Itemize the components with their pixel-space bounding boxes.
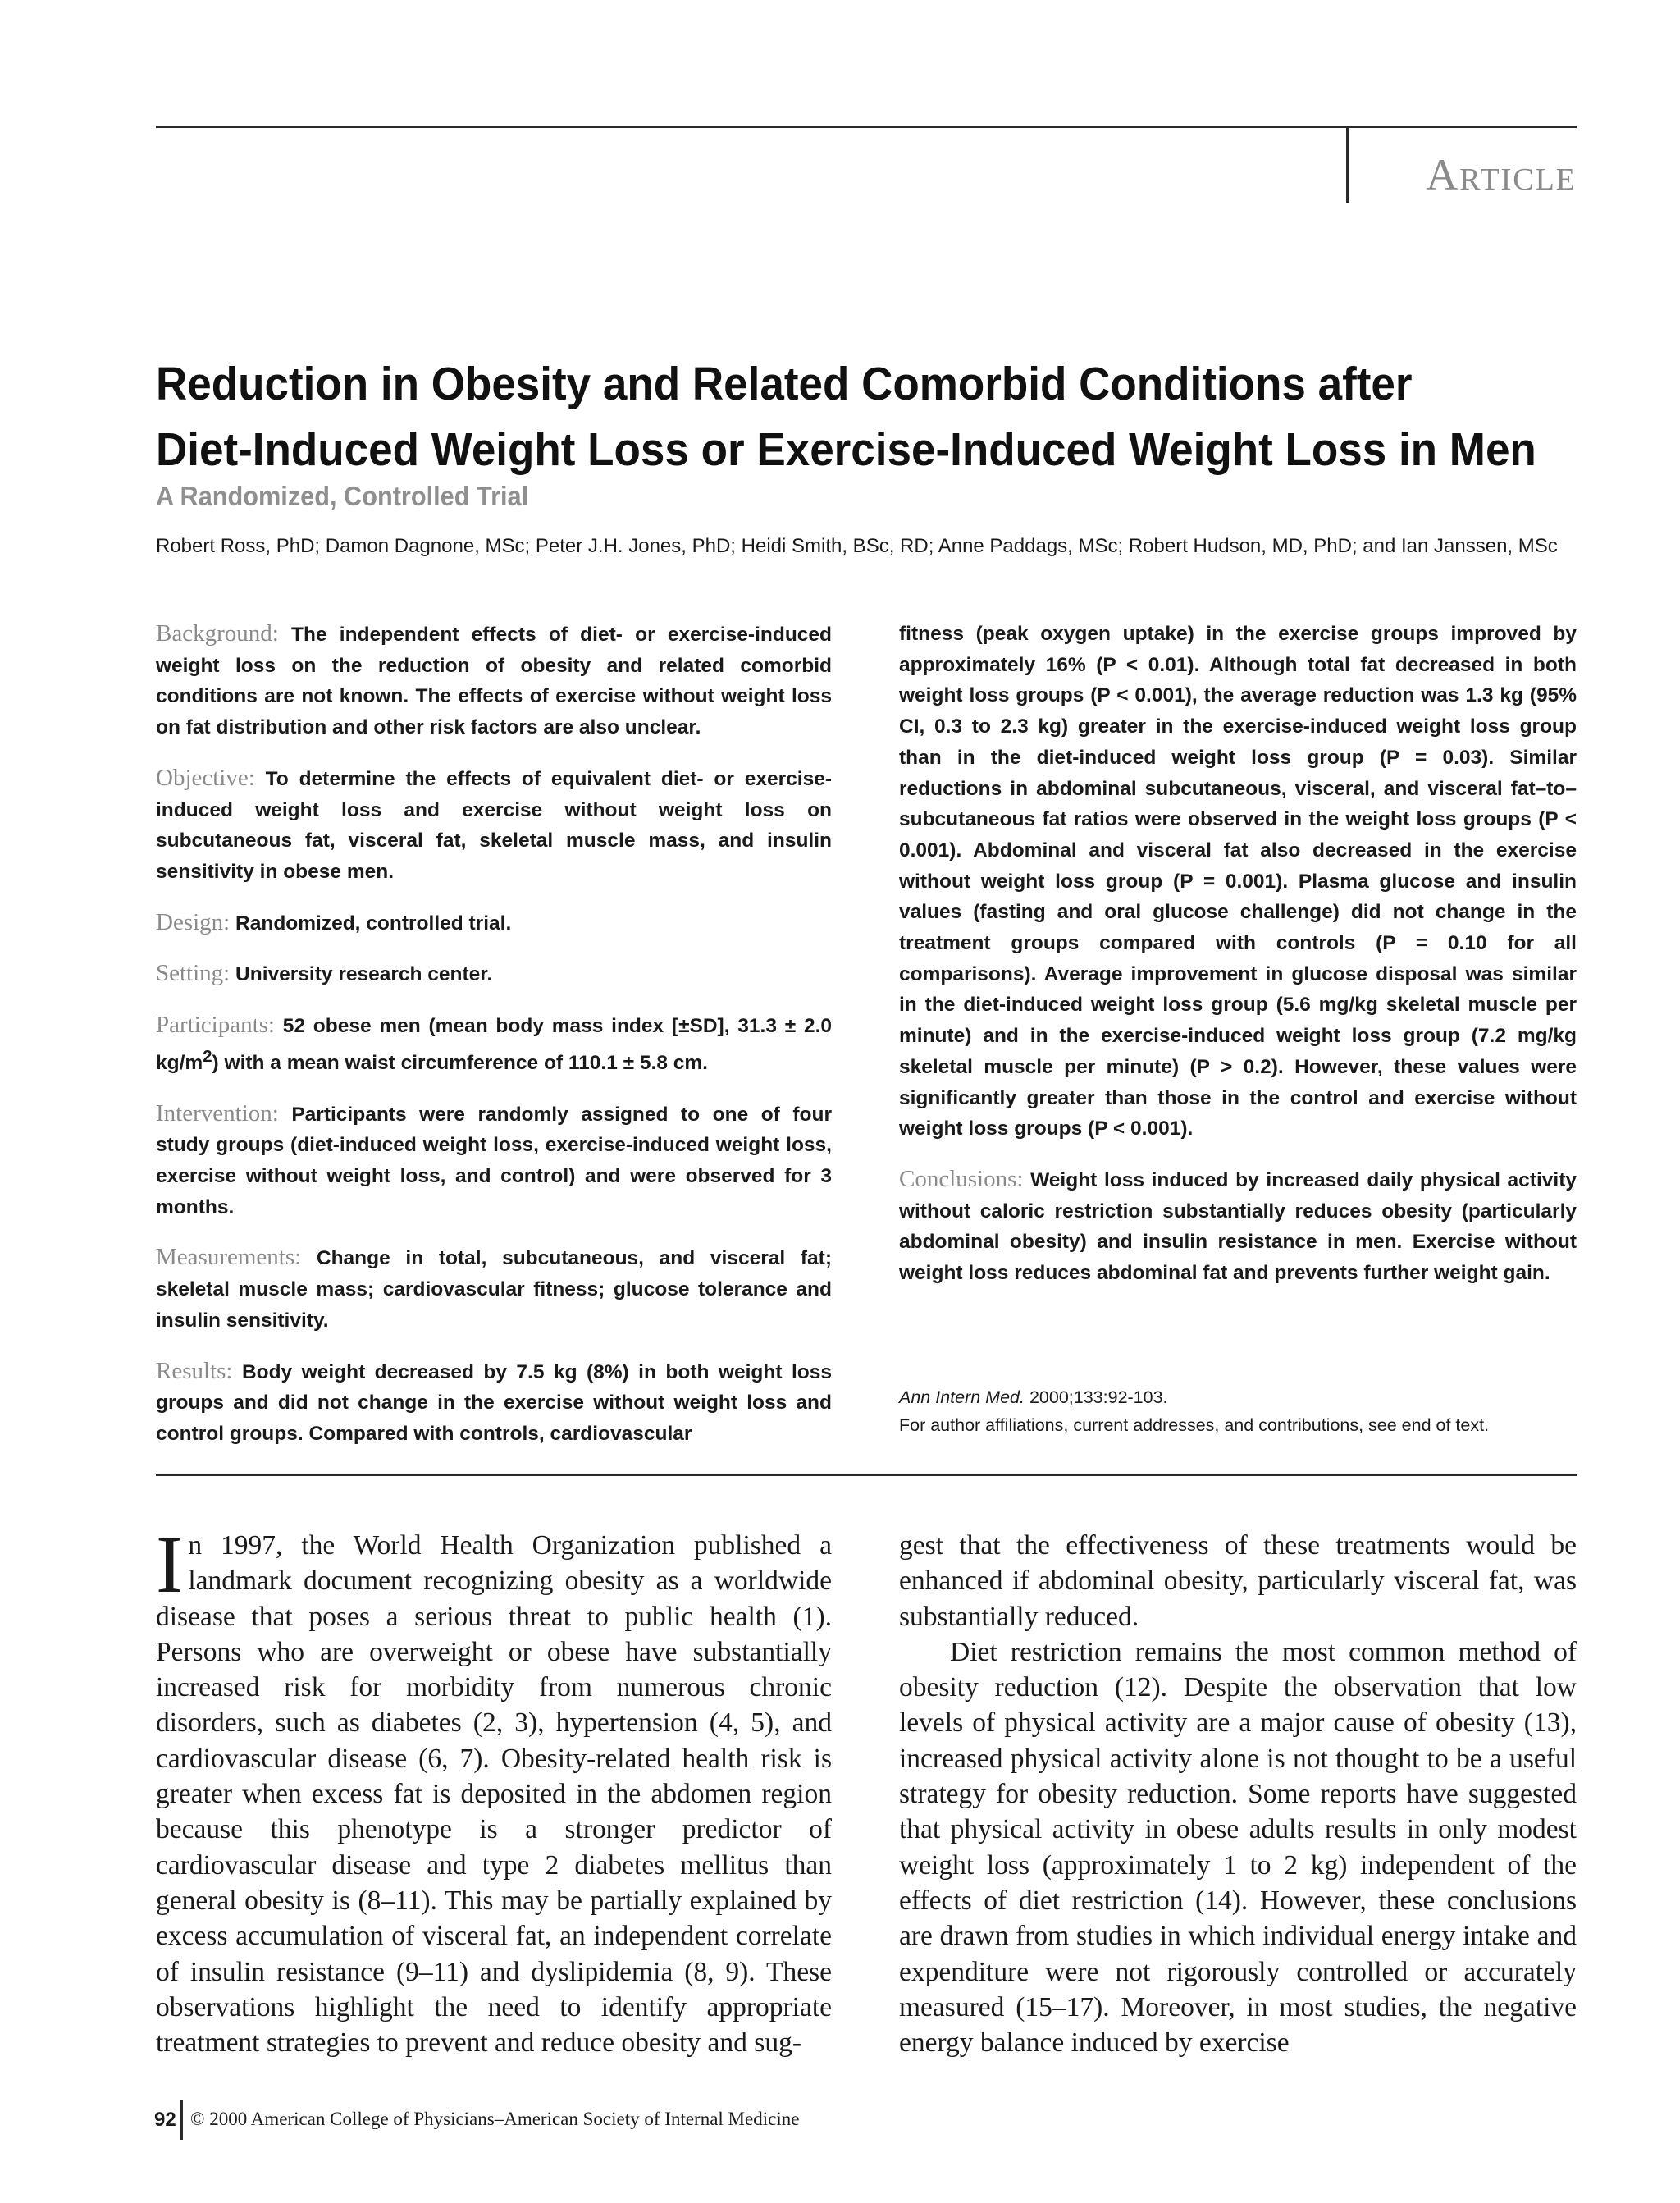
article-title <box>156 351 1536 482</box>
intervention-label: Intervention: <box>156 1099 279 1127</box>
design-text: Randomized, controlled trial. <box>235 912 512 935</box>
abstract-measurements <box>156 1242 832 1336</box>
section-label: Article <box>1426 150 1577 199</box>
section-rule <box>156 1474 1577 1476</box>
abstract-results-continued <box>899 619 1577 1145</box>
citation-block <box>899 1383 1580 1439</box>
measurements-label: Measurements: <box>156 1244 302 1271</box>
body-left-column <box>156 1519 832 2060</box>
participants-superscript: 2 <box>203 1047 212 1066</box>
body-col1-text: n 1997, the World Health Organization published a landmark document recognizing obesity as a worldwide disease that poses a serious threat to public health (1). Persons who are overweight or obese have substantially increased risk for morbidity from numerous chronic disorders, such as diabetes (2, 3), hypertension (4, 5), and cardiovascular disease (6, 7). Obesity-related health risk is greater when excess fat is deposited in the abdomen region because this phenotype is a stronger predictor of cardiovascular disease and type 2 diabetes mellitus than general obesity is (8–11). This may be partially explained by excess accumulation of visceral fat, an independent correlate of insulin resistance (9–11) and dyslipidemia (8, 9). These observations highlight the need to identify appropriate treatment strategies to prevent and reduce obesity and sug- <box>156 1530 832 2059</box>
intervention-text: Participants were randomly assigned to one of four study groups (diet-induced weight loss, exercise-induced weight loss, exercise without weight loss, and control) and were observed for 3 months. <box>156 1103 832 1218</box>
results-text-part-2: fitness (peak oxygen uptake) in the exercise groups improved by approximately 16% (P < 0.01). Although total fat decreased in both weight loss groups (P < 0.001), the average reduction was 1.3 kg (95% CI, 0.3 to 2.3 kg) greater in the exercise-induced weight loss group than in the diet-induced weight loss group (P = 0.03). Similar reductions in abdominal subcutaneous, visceral, and visceral fat–to–subcutaneous fat ratios were observed in the weight loss groups (P < 0.001). Abdominal and visceral fat also decreased in the exercise without weight loss group (P = 0.001). Plasma glucose and insulin values (fasting and oral glucose challenge) did not change in the treatment groups compared with controls (P = 0.10 for all comparisons). Average improvement in glucose disposal was similar in the diet-induced weight loss group (5.6 mg/kg skeletal muscle per minute) and in the exercise-induced weight loss group (7.2 mg/kg skeletal muscle per minute) (P > 0.2). However, these values were significantly greater than those in the control and exercise without weight loss groups (P < 0.001). <box>899 623 1577 1140</box>
setting-text: University research center. <box>235 963 493 986</box>
journal-name: Ann Intern Med. <box>899 1387 1025 1407</box>
abstract-design <box>156 907 832 939</box>
abstract-conclusions <box>899 1164 1577 1289</box>
abstract-participants <box>156 1010 832 1079</box>
results-text-part-1: Body weight decreased by 7.5 kg (8%) in both weight loss groups and did not change in the exercise without weight loss and control groups. Compared with controls, cardiovascular <box>156 1360 832 1445</box>
background-label: Background: <box>156 620 279 647</box>
title-line-2: Diet-Induced Weight Loss or Exercise-Induced Weight Loss in Men <box>156 423 1536 476</box>
abstract-setting <box>156 958 832 990</box>
citation-line <box>899 1383 1580 1411</box>
participants-text-a: 52 obese men (mean body mass index [±SD], 31.3 ± 2.0 kg/m <box>156 1015 832 1074</box>
article-subtitle: A Randomized, Controlled Trial <box>156 481 529 511</box>
objective-label: Objective: <box>156 764 255 791</box>
author-list: Robert Ross, PhD; Damon Dagnone, MSc; Peter J.H. Jones, PhD; Heidi Smith, BSc, RD; Anne Paddags, MSc; Robert Hudson, MD, PhD; and Ian Janssen, MSc <box>156 535 1558 557</box>
design-label: Design: <box>156 908 231 935</box>
body-paragraph-continued: gest that the effectiveness of these treatments would be enhanced if abdominal obesity, particularly visceral fat, was substantially reduced. <box>899 1530 1577 1632</box>
title-line-1: Reduction in Obesity and Related Comorbid Conditions after <box>156 358 1413 410</box>
body-paragraph-1 <box>156 1519 832 2060</box>
footer-divider <box>180 2100 183 2140</box>
participants-text-b: ) with a mean waist circumference of 110.1 ± 5.8 cm. <box>212 1051 708 1074</box>
setting-label: Setting: <box>156 960 231 987</box>
results-label: Results: <box>156 1357 233 1384</box>
header-divider <box>1346 127 1349 203</box>
abstract-left-column <box>156 619 832 1450</box>
copyright-notice: © 2000 American College of Physicians–American Society of Internal Medicine <box>190 2109 800 2129</box>
header-rule <box>156 126 1577 128</box>
drop-cap: I <box>156 1519 184 1610</box>
abstract-intervention <box>156 1099 832 1223</box>
background-text: The independent effects of diet- or exercise-induced weight loss on the reduction of obesity and related comorbid conditions are not known. The effects of exercise without weight loss on fat distribution and other risk factors are also unclear. <box>156 624 832 739</box>
abstract-right-column <box>899 619 1577 1309</box>
participants-label: Participants: <box>156 1012 275 1039</box>
measurements-text: Change in total, subcutaneous, and visceral fat; skeletal muscle mass; cardiovascular fitness; glucose tolerance and insulin sensitivity. <box>156 1247 832 1332</box>
body-paragraph-2: Diet restriction remains the most common method of obesity reduction (12). Despite the observation that low levels of physical activity are a major cause of obesity (13), increased physical activity alone is not thought to be a useful strategy for obesity reduction. Some reports have suggested that physical activity in obese adults results in only modest weight loss (approximately 1 to 2 kg) independent of the effects of diet restriction (14). However, these conclusions are drawn from studies in which individual energy intake and expenditure were not rigorously controlled or accurately measured (15–17). Moreover, in most studies, the negative energy balance induced by exercise <box>899 1636 1577 2059</box>
affiliations-note: For author affiliations, current addresses, and contributions, see end of text. <box>899 1415 1490 1435</box>
body-right-column <box>899 1528 1577 2060</box>
conclusions-text: Weight loss induced by increased daily physical activity without caloric restriction substantially reduces obesity (particularly abdominal obesity) and insulin resistance in men. Exercise without weight loss reduces abdominal fat and prevents further weight gain. <box>899 1168 1577 1285</box>
abstract-background <box>156 619 832 743</box>
abstract-results <box>156 1356 832 1450</box>
page-number: 92 <box>154 2109 176 2131</box>
conclusions-label: Conclusions: <box>899 1165 1024 1192</box>
citation-reference: 2000;133:92-103. <box>1024 1387 1168 1407</box>
abstract-objective <box>156 763 832 888</box>
objective-text: To determine the effects of equivalent diet- or exercise-induced weight loss and exercise without weight loss on subcutaneous fat, visceral fat, skeletal muscle mass, and insulin sensitivity in obese men. <box>156 767 833 883</box>
